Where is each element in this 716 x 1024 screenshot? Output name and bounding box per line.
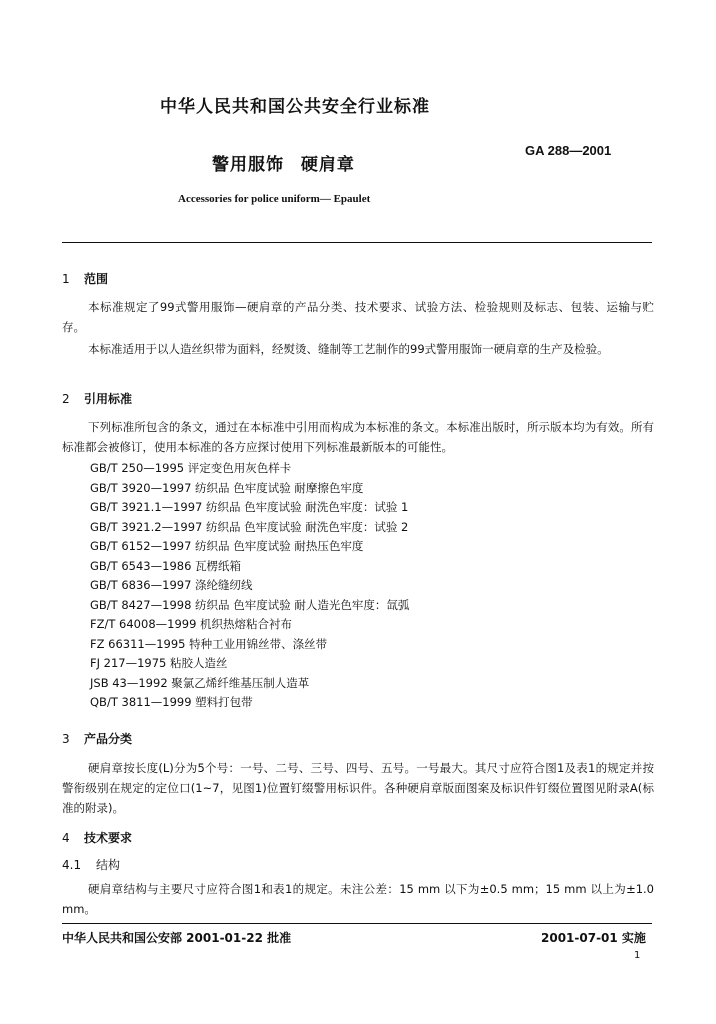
section-heading-classification [62, 730, 132, 747]
org-title: 中华人民共和国公共安全行业标准 [160, 97, 430, 117]
section-title: 产品分类 [84, 732, 133, 746]
reference-item: GB/T 250—1995 评定变色用灰色样卡 [90, 461, 292, 475]
paragraph: 本标准适用于以人造丝织带为面料，经熨烫、缝制等工艺制作的99式警用服饰一硬肩章的生产及检验。 [88, 342, 609, 356]
section-title: 范围 [84, 272, 109, 286]
section-number: 3 [62, 732, 70, 746]
reference-item: GB/T 6152—1997 纺织品 色牢度试验 耐热压色牢度 [90, 539, 364, 553]
approval-line: 中华人民共和国公安部 2001-01-22 批准 [62, 931, 292, 945]
subsection-number: 4.1 [62, 858, 82, 872]
section-title: 引用标准 [84, 392, 133, 406]
header-divider [62, 242, 652, 243]
reference-item: GB/T 6836—1997 涤纶缝纫线 [90, 578, 253, 592]
reference-item: FZ 66311—1995 特种工业用锦丝带、涤丝带 [90, 636, 328, 651]
reference-item: GB/T 3920—1997 纺织品 色牢度试验 耐摩擦色牢度 [90, 480, 364, 495]
reference-item: GB/T 8427—1998 纺织品 色牢度试验 耐人造光色牢度：氙弧 [90, 597, 410, 612]
section-heading-technical-requirements [62, 829, 132, 846]
reference-item: GB/T 3921.2—1997 纺织品 色牢度试验 耐洗色牢度：试验 2 [90, 519, 409, 534]
reference-item: JSB 43—1992 聚氯乙烯纤维基压制人造革 [90, 675, 310, 690]
section-number: 1 [62, 272, 70, 286]
reference-item: QB/T 3811—1999 塑料打包带 [90, 695, 253, 709]
reference-item: GB/T 3921.1—1997 纺织品 色牢度试验 耐洗色牢度：试验 1 [90, 500, 409, 514]
section-number: 2 [62, 392, 70, 406]
paragraph: 下列标准所包含的条文，通过在本标准中引用而构成为本标准的条文。本标准出版时，所示版本均为有效。所有标准都会被修订，使用本标准的各方应探讨使用下列标准最新版本的可能性。 [62, 420, 654, 454]
standard-code: GA 288—2001 [525, 143, 612, 158]
section-number: 4 [62, 831, 70, 845]
implementation-date: 2001-07-01 实施 [541, 931, 646, 945]
document-title: 警用服饰 硬肩章 [212, 155, 355, 175]
reference-item: FJ 217—1975 粘胶人造丝 [90, 656, 228, 670]
subsection-heading-structure [62, 856, 120, 873]
paragraph: 硬肩章按长度(L)分为5个号：一号、二号、三号、四号、五号。一号最大。其尺寸应符合图1及表1的规定并按警衔级别在规定的定位口(1~7，见图1)位置钉缀警用标识件。各种硬肩章版面图案及标识件钉缀位置图见附录A(标准的附录)。 [62, 761, 654, 815]
reference-item: FZ/T 64008—1999 机织热熔粘合衬布 [90, 617, 293, 631]
page-number: 1 [634, 950, 641, 961]
document-title-english: Accessories for police uniform— Epaulet [178, 193, 371, 205]
section-heading-scope [62, 270, 108, 287]
reference-item: GB/T 6543—1986 瓦楞纸箱 [90, 558, 242, 573]
subsection-title: 结构 [96, 858, 121, 872]
reference-list [90, 459, 409, 713]
section-heading-normative-references [62, 390, 132, 407]
paragraph: 本标准规定了99式警用服饰—硬肩章的产品分类、技术要求、试验方法、检验规则及标志、包装、运输与贮存。 [62, 300, 654, 334]
section-title: 技术要求 [84, 831, 133, 845]
footer-divider [62, 923, 652, 924]
paragraph: 硬肩章结构与主要尺寸应符合图1和表1的规定。未注公差：15 mm 以下为±0.5 mm；15 mm 以上为±1.0 mm。 [62, 882, 654, 916]
